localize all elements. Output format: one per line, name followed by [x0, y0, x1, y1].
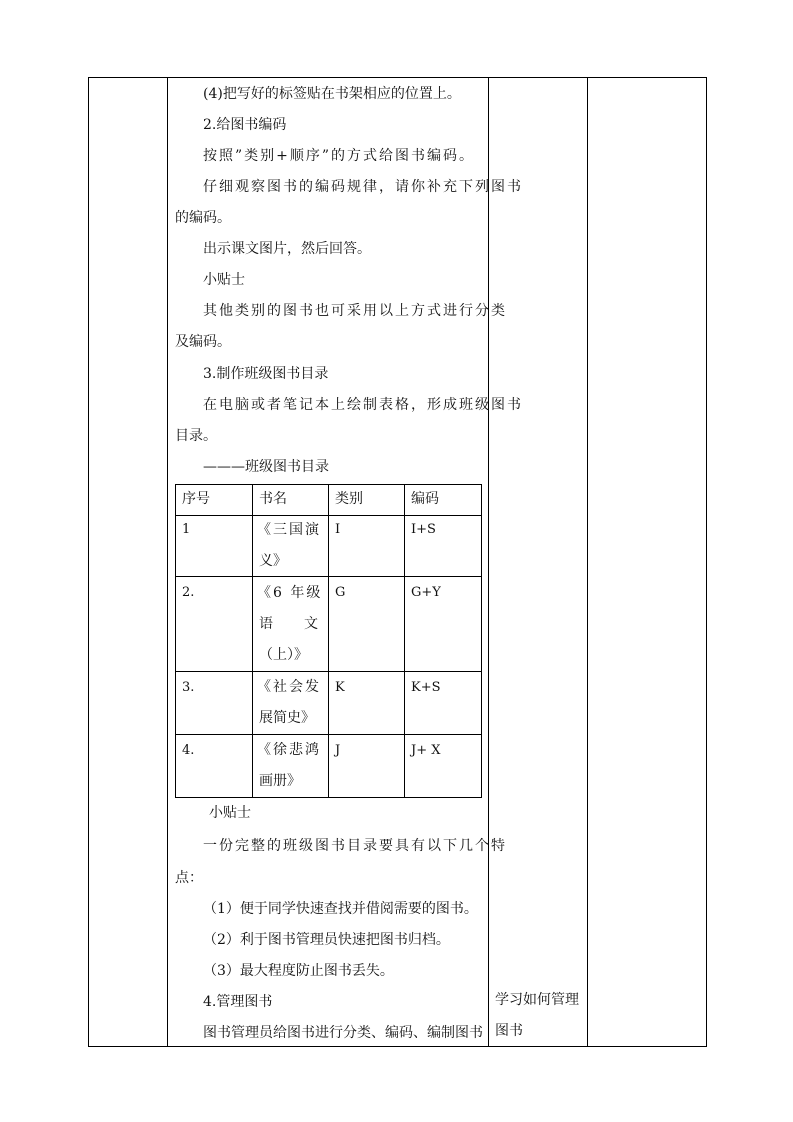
paragraph: 一份完整的班级图书目录要具有以下几个特 [203, 838, 507, 854]
row-code: J+ X [411, 743, 441, 758]
row-title: 展简史》 [259, 710, 315, 726]
column-divider [167, 77, 168, 1047]
row-code: K+S [411, 680, 441, 695]
row-category: G [335, 585, 346, 600]
row-no: 1 [182, 522, 191, 537]
table-rule [404, 484, 405, 798]
paragraph: 其他类别的图书也可采用以上方式进行分类 [203, 303, 507, 319]
table-rule [175, 484, 176, 798]
column-divider [88, 77, 89, 1047]
table-bottom-border [88, 1046, 707, 1047]
column-divider [706, 77, 707, 1047]
row-code: I+S [411, 522, 436, 537]
row-title: 画册》 [259, 773, 301, 789]
header-title: 书名 [259, 491, 287, 507]
goal-text: 图书 [495, 1023, 523, 1039]
row-title: 语 文 [259, 616, 319, 632]
row-title: 义》 [259, 553, 287, 569]
table-rule [252, 484, 253, 798]
paragraph: 按照”类别+顺序”的方式给图书编码。 [203, 148, 476, 164]
tip-heading: 小贴士 [209, 805, 251, 821]
step-text: (4)把写好的标签贴在书架相应的位置上。 [203, 86, 461, 102]
section-heading: 4.管理图书 [203, 994, 273, 1010]
paragraph: 仔细观察图书的编码规律，请你补充下列图书 [203, 179, 523, 195]
row-no: 2. [182, 585, 195, 600]
row-no: 3. [182, 680, 195, 695]
row-title: 《社会发 [257, 679, 321, 695]
table-rule [328, 484, 329, 798]
tip-heading: 小贴士 [203, 272, 245, 288]
table-top-border [88, 77, 707, 78]
paragraph: 出示课文图片，然后回答。 [203, 241, 371, 257]
section-heading: 3.制作班级图书目录 [203, 366, 329, 382]
catalog-title: ———班级图书目录 [203, 459, 329, 475]
row-category: K [335, 680, 345, 695]
paragraph: 及编码。 [175, 334, 231, 350]
paragraph: 点： [175, 870, 203, 886]
header-category: 类别 [335, 491, 363, 507]
list-item: （3）最大程度防止图书丢失。 [203, 963, 394, 979]
paragraph: 目录。 [175, 428, 217, 444]
header-no: 序号 [182, 491, 210, 507]
column-divider [587, 77, 588, 1047]
table-rule [481, 484, 482, 798]
list-item: （2）利于图书管理员快速把图书归档。 [203, 932, 450, 948]
paragraph: 在电脑或者笔记本上绘制表格，形成班级图书 [203, 397, 523, 413]
row-category: I [335, 522, 341, 537]
book-catalog-table [175, 484, 481, 798]
column-divider [488, 77, 489, 1047]
row-title: 《三国演 [257, 522, 321, 538]
row-category: J [335, 743, 341, 758]
list-item: （1）便于同学快速查找并借阅需要的图书。 [203, 901, 478, 917]
row-no: 4. [182, 743, 195, 758]
goal-text: 学习如何管理 [495, 992, 579, 1008]
row-title: （上）》 [259, 647, 308, 663]
paragraph: 的编码。 [175, 210, 231, 226]
row-title: 《6 年级 [257, 585, 323, 601]
row-code: G+Y [411, 585, 441, 600]
row-title: 《徐悲鸿 [257, 742, 321, 758]
section-heading: 2.给图书编码 [203, 117, 287, 133]
paragraph: 图书管理员给图书进行分类、编码、编制图书 [203, 1025, 483, 1041]
header-code: 编码 [411, 491, 439, 507]
